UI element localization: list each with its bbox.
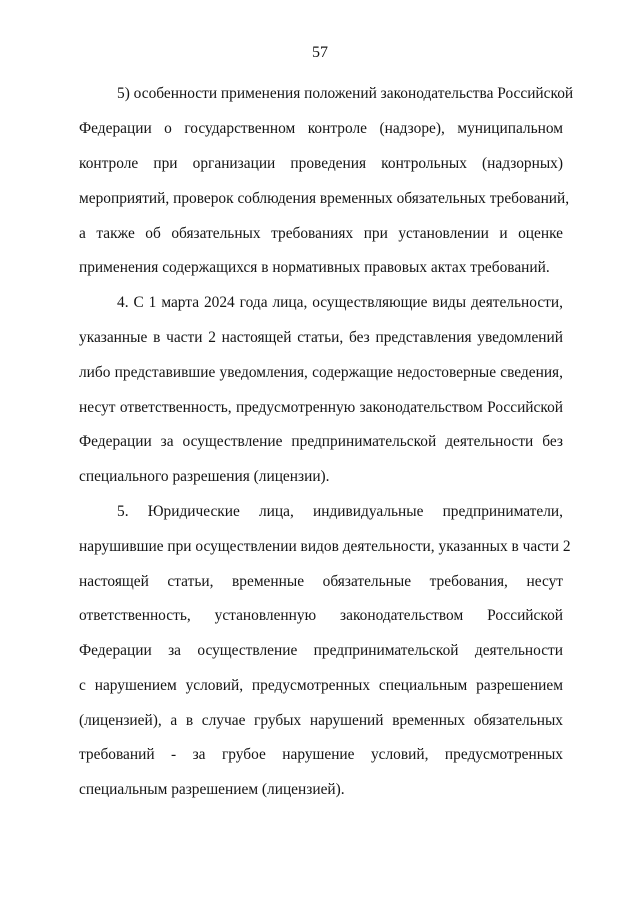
text-line: контроле при организации проведения контрольных (надзорных) [79,155,563,172]
text-line: 5. Юридические лица, индивидуальные предприниматели, [117,503,563,520]
text-line: указанные в части 2 настоящей статьи, без представления уведомлений [79,329,563,346]
text-line: Федерации за осуществление предпринимательской деятельности [79,642,563,659]
text-line: требований - за грубое нарушение условий, предусмотренных [79,746,563,763]
page-number: 57 [312,44,328,61]
text-line: 5) особенности применения положений законодательства Российской [117,85,574,102]
text-line: 4. С 1 марта 2024 года лица, осуществляющие виды деятельности, [117,294,563,311]
text-line: настоящей статьи, временные обязательные требования, несут [79,573,563,590]
text-line: мероприятий, проверок соблюдения временных обязательных требований, [79,190,570,207]
text-line: либо представившие уведомления, содержащие недостоверные сведения, [79,364,563,381]
text-line: Федерации за осуществление предпринимательской деятельности без [79,433,563,450]
text-line: применения содержащихся в нормативных правовых актах требований. [79,259,550,276]
text-line: (лицензией), а в случае грубых нарушений временных обязательных [79,712,563,729]
text-line: нарушившие при осуществлении видов деятельности, указанных в части 2 [79,538,571,555]
text-line: специальным разрешением (лицензией). [79,781,345,798]
text-line: Федерации о государственном контроле (надзоре), муниципальном [79,120,563,137]
text-line: а также об обязательных требованиях при установлении и оценке [79,225,563,242]
text-line: с нарушением условий, предусмотренных специальным разрешением [79,677,563,694]
text-line: специального разрешения (лицензии). [79,468,330,485]
text-line: несут ответственность, предусмотренную законодательством Российской [79,399,563,416]
text-line: ответственность, установленную законодательством Российской [79,607,563,624]
